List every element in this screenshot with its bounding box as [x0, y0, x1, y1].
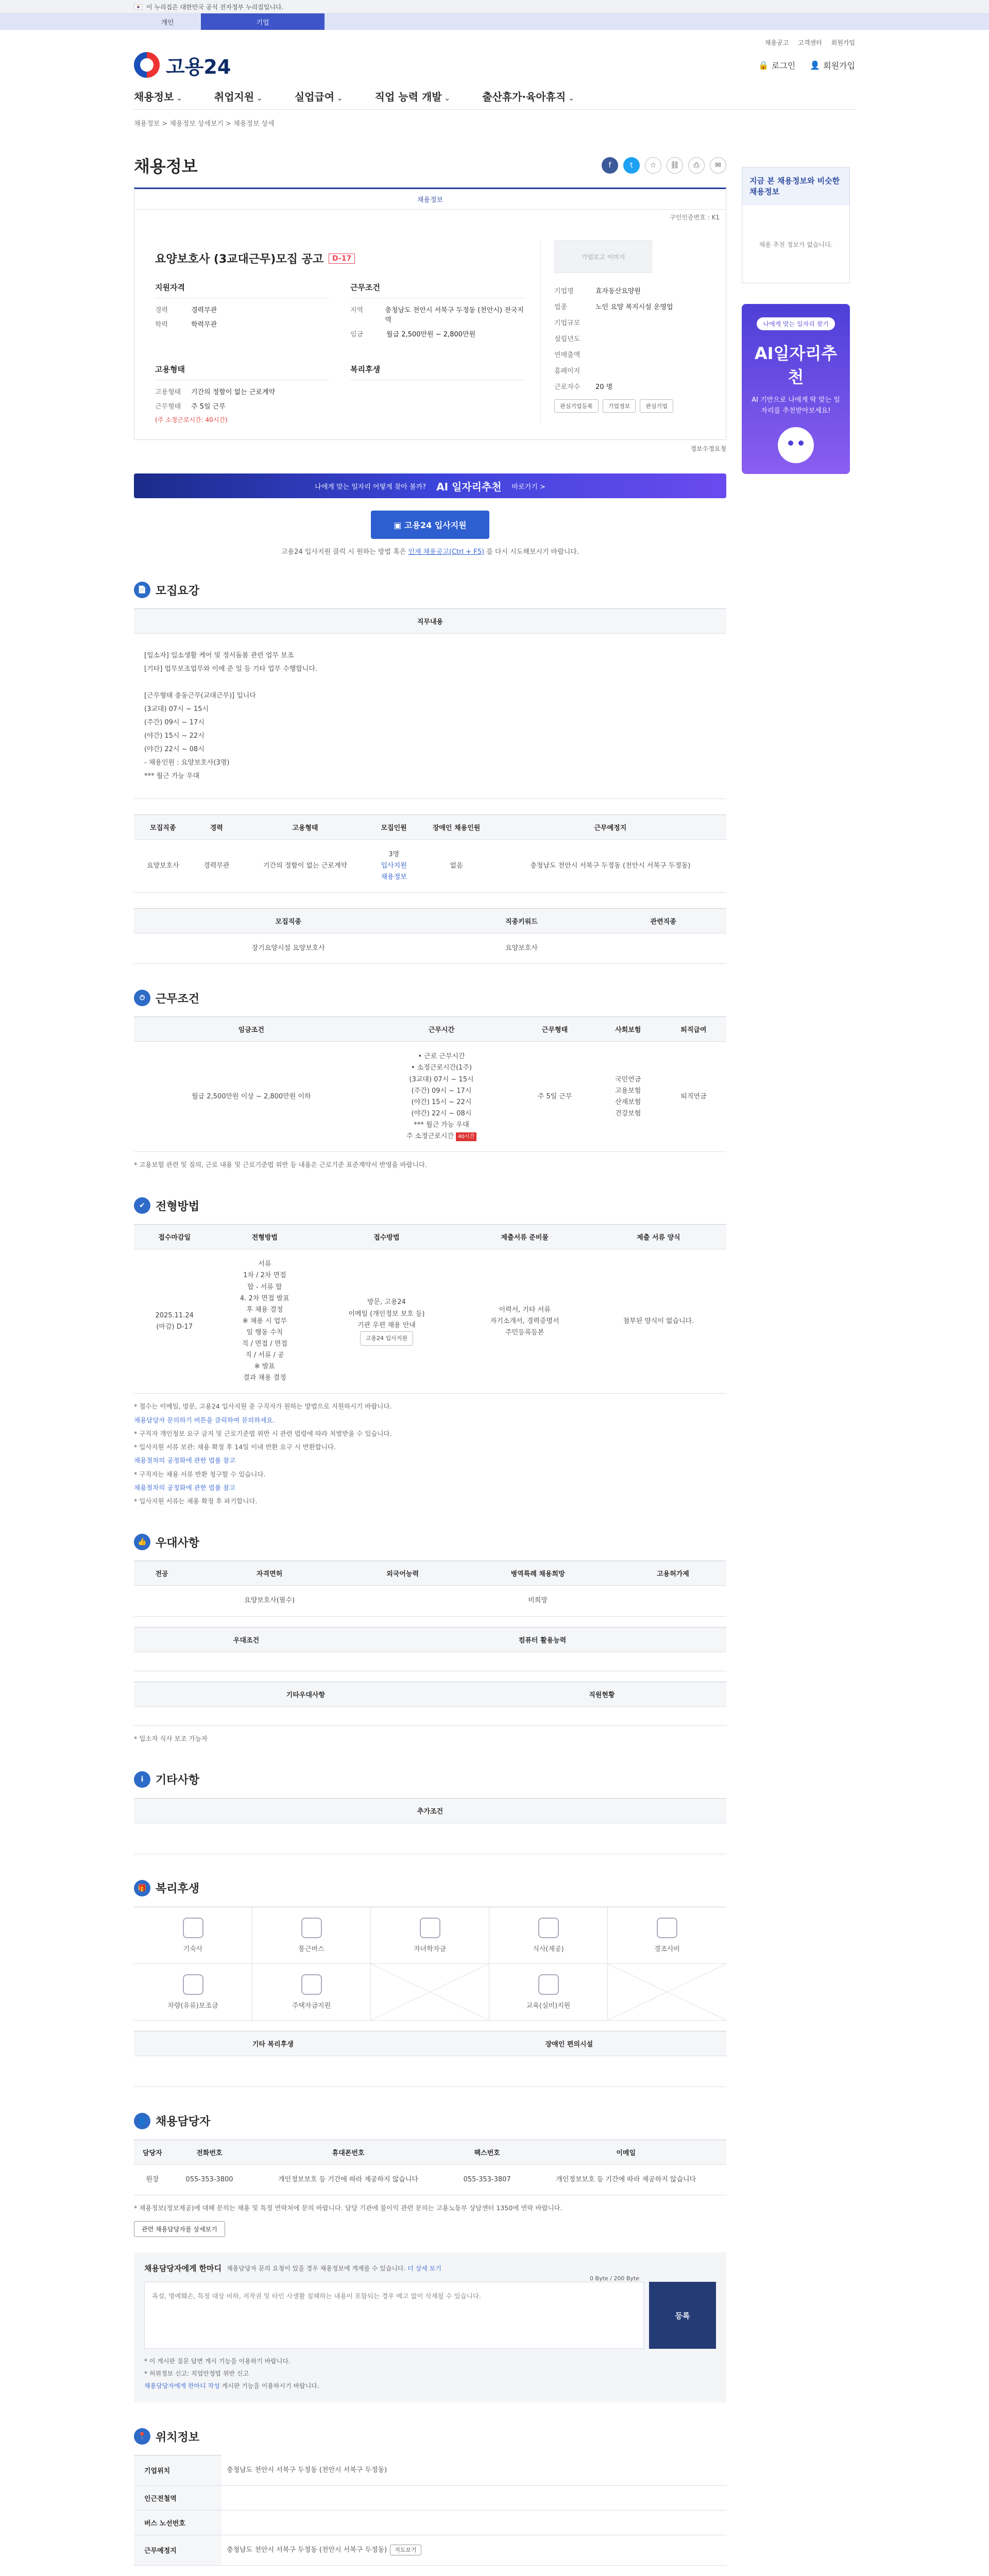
welfare-item [252, 1964, 371, 2021]
doc-line: 주민등록등본 [505, 1328, 544, 1336]
location-label: 버스 노선번호 [134, 2510, 221, 2535]
util-link[interactable]: 회원가입 [831, 39, 855, 46]
link-icon[interactable]: ⛓ [667, 157, 683, 174]
location-value [221, 2510, 726, 2535]
table-cell: 충청남도 천안시 서북구 두정동 (천안시 서북구 두정동) [494, 840, 726, 893]
company-row-value: 효자동산요양원 [595, 287, 641, 295]
process-note: 채용절차의 공정화에 관한 법률 참고 [134, 1483, 236, 1492]
table-cell [134, 1706, 478, 1725]
company-row-label: 연매출액 [554, 351, 581, 359]
gnb-item[interactable]: 실업급여 ⌄ [295, 89, 343, 104]
table-cell: 요양보호사 [442, 934, 600, 964]
contact-table [134, 2140, 726, 2195]
task-line: *** 월근 가능 우대 [144, 772, 200, 780]
method-line: 직 / 서류 / 공 [245, 1351, 284, 1360]
company-row-label: 업종 [554, 303, 568, 311]
section-summary: 📄 모집요강 직무내용 [입소자] 입소생활 케어 및 정서돌봄 관련 업무 보조 [기타] 업무보조업무와 이에 준 일 등 기타 업무 수행합니다. [근무형태 충동근무(교대근무)] 입니다 (3교대) 07시 ~ 15시 (주간) 09시 ~ 17시 (야간) 15시 ~ 22시 (야간) 22시 ~ 08시 - 채용인원 : 요양보호사(3명) *** 월근 가능 우대 모집직종 경력 고용형태 모집인원 장애인 채용인원 근무예정지 요양보호사 경력무관 기간의 정함이 없는 근로계약 3명 입사지원 채용정보 없음 충청남도 천안시 서북구 두정동 (천안시 서북구 두정동) 모집직종 직종키워드 관련직종 장기요양시설 요양보호사 요양보호사 [134, 582, 726, 964]
welfare-icon [183, 1974, 203, 1995]
hours-note-label: 주 소정근로시간 [406, 1132, 456, 1141]
company-row [554, 317, 705, 327]
apply-inline-button[interactable]: 고용24 입사지원 [360, 1331, 413, 1346]
column-header: 전화번호 [171, 2140, 248, 2164]
interest-company-button[interactable]: 관심기업 [640, 399, 673, 413]
column-header: 퇴직급여 [661, 1017, 726, 1042]
apply-way-line: 방문, 고용24 [367, 1298, 406, 1307]
column-header: 접수방법 [314, 1225, 458, 1249]
util-link[interactable]: 채용공고 [764, 39, 789, 46]
mode-tab-company[interactable]: 기업 [201, 13, 325, 30]
page-title: 채용정보 [134, 157, 198, 176]
process-note: * 접수는 이메일, 방문, 고용24 입사지원 중 구직자가 원하는 방법으로 지원하시기 바랍니다. [134, 1402, 392, 1411]
column-header: 모집직종 [134, 909, 442, 934]
util-link[interactable]: 고객센터 [798, 39, 822, 46]
apply-way-line: 기관 우편 채용 안내 [357, 1321, 416, 1329]
edit-request-link[interactable]: 정보수정요청 [690, 445, 726, 452]
location-label: 인근전철역 [134, 2485, 221, 2510]
section-etc: i 기타사항 추가조건 [134, 1771, 726, 1854]
company-info [540, 240, 705, 424]
conditions-note: * 고용보험 관련 및 질의, 근로 내용 및 근로기준법 위반 등 내용은 근로기준 표준계약서 반영을 바랍니다. [134, 1161, 427, 1169]
welfare-item [252, 1907, 371, 1964]
gnb-item[interactable]: 직업 능력 개발 ⌄ [375, 89, 450, 104]
table-cell [134, 1652, 359, 1671]
company-row-label: 홈페이지 [554, 367, 581, 375]
process-table [134, 1224, 726, 1394]
recruit-link[interactable]: 채용정보 [381, 873, 407, 882]
method-line: 합 - 서류 합 [247, 1283, 282, 1291]
insurance-item: 고용보험 [615, 1087, 641, 1095]
checklist-icon: ✔ [134, 1197, 150, 1214]
method-line: 4. 2차 면접 발표 [240, 1294, 289, 1302]
hours-cell [369, 1042, 515, 1152]
method-line: 후 채용 결정 [246, 1306, 283, 1314]
welfare-item [489, 1907, 608, 1964]
company-row-label: 기업명 [554, 287, 574, 295]
company-row [554, 365, 705, 375]
task-content [134, 634, 726, 799]
welfare-icon [420, 1918, 440, 1938]
preference-table [134, 1561, 726, 1616]
task-line [144, 676, 716, 689]
apply-way-cell [314, 1249, 458, 1394]
welfare-icon [183, 1918, 203, 1938]
welfare-label: 주택자금지원 [292, 2002, 331, 2010]
task-line: (3교대) 07시 ~ 15시 [144, 705, 209, 713]
user-icon: 👤 [810, 60, 821, 70]
location-row [134, 2510, 726, 2535]
location-row [134, 2535, 726, 2565]
column-header: 팩스번호 [449, 2140, 526, 2164]
more-link[interactable]: 더 상세 보기 [407, 2265, 441, 2273]
table-cell: 원장 [134, 2164, 171, 2195]
insurance-item: 건강보험 [615, 1109, 641, 1117]
robot-icon [778, 427, 814, 463]
welfare-grid [134, 1907, 726, 2021]
hours-line: (야간) 22시 ~ 08시 [411, 1109, 472, 1117]
company-row [554, 285, 705, 295]
map-pin-icon: 📍 [134, 2428, 150, 2445]
info-icon: i [134, 1771, 150, 1788]
company-row-value: 20 명 [595, 383, 613, 391]
facebook-icon[interactable]: f [602, 157, 618, 174]
dday-badge: D-17 [329, 253, 355, 264]
ai-side-banner[interactable]: 나에게 맞는 일자리 찾기 AI일자리추천 AI 기반으로 나에게 딱 맞는 일자리를 추천받아보세요! [742, 304, 850, 474]
map-button[interactable]: 지도보기 [390, 2545, 421, 2555]
table-cell: 055-353-3800 [171, 2164, 248, 2195]
method-line: 일 행동 수칙 [246, 1328, 283, 1336]
method-line: 직 / 면접 / 면접 [242, 1340, 287, 1348]
star-icon[interactable]: ☆ [645, 157, 661, 174]
column-header: 자격면허 [190, 1561, 349, 1586]
method-line: 서류 [258, 1260, 271, 1268]
welfare-label: 차량(유류)보조금 [167, 2002, 218, 2010]
task-line: [입소자] 입소생활 케어 및 정서돌봄 관련 업무 보조 [144, 652, 294, 659]
login-button[interactable]: 🔒 로그인 [758, 60, 796, 71]
preference-table-2 [134, 1627, 726, 1671]
apply-button[interactable]: ▣ 고용24 입사지원 [371, 511, 489, 539]
breadcrumb: 채용정보 > 채용정보 상세보기 > 채용정보 상세 [134, 120, 275, 128]
column-header: 근무시간 [369, 1017, 515, 1042]
shift-cell: 주 5일 근무 [514, 1042, 595, 1152]
hours-line: (주간) 09시 ~ 17시 [411, 1087, 472, 1095]
message-write-link[interactable]: 채용담당자에게 한마디 작성 [144, 2382, 220, 2390]
company-row [554, 333, 705, 343]
table-cell: 3명 입사지원 채용정보 [369, 840, 418, 893]
message-textarea[interactable]: 0 Byte / 200 Byte 욕설, 명예훼손, 특정 대상 비하, 저작권 및 타인 사생활 침해하는 내용이 포함되는 경우 예고 없이 삭제될 수 있습니다. [144, 2282, 644, 2349]
recruit-table [134, 815, 726, 893]
lock-icon: 🔒 [758, 60, 769, 70]
job-summary-card [134, 188, 726, 440]
preference-note: * 입소자 식사 보조 가능자 [134, 1734, 208, 1742]
section-conditions: ⏱ 근무조건 임금조건 근무시간 근무형태 사회보험 퇴직급여 월급 2,500만원 이상 ~ 2,800만원 이하 • 근로 근무시간 • 소정근로시간(1주) (3교대) 07시 ~ 15시 (주간) 09시 ~ 17시 (야간) 15시 ~ 22시 (야간) 22시 ~ 08시 *** 월근 가능 우대 주 소정근로시간 40시간 주 5일 근무 국민연금 고용보험 산재보험 건강보험 퇴직연금 * 고용보험 관련 및 질의, 근로 내용 및 근로기준법 위반 등 내용은 근로기준 표준계약서 반영을 바랍니다. [134, 990, 726, 1172]
email-icon[interactable]: ✉ [710, 157, 726, 174]
column-header: 고용허가제 [620, 1561, 726, 1586]
section-contact: 👤 채용담당자 담당자 전화번호 휴대폰번호 팩스번호 이메일 원장 055-353-3800 개인정보보호 등 기간에 따라 제공하지 않습니다 055-353-3807 개인정보보호 등 기간에 따라 제공하지 않습니다 * 채용정보(정보제공)에 대해 문의는 채용 및 특정 연락처에 문의 바랍니다. 담당 기관에 불이익 관련 문의는 고용노동부 상담센터 1350에 연락 바랍니다. 관련 채용담당자를 상세보기 채용담당자에게 한마디 채용담당자 문의 요청이 있을 경우 채용정보에 게재를 수 있습니다. 더 상세 보기 0 Byte / 200 Byte 욕설, 명예훼손, 특정 대상 비하, 저작권 및 타인 사생활 침해하는 내용이 포함되는 경우 예고 없이 삭제될 수 있습니다. 등록 * 이 게시판 질문 답변 게시 기능을 이용하기 바랍니다. * 허위정보 신고: 직업안정법 위반 신고 채용담당자에게 한마디 작성 게시판 기능을 이용하시기 바랍니다. [134, 2113, 726, 2402]
location-value: 충청남도 천안시 서북구 두정동 (천안시 서북구 두정동) 지도보기 [221, 2535, 726, 2565]
hours-badge: 40시간 [456, 1132, 476, 1141]
method-line: 결과 채용 결정 [243, 1374, 286, 1382]
hours-note [374, 1131, 509, 1142]
section-preference: 👍 우대사항 전공 자격면허 외국어능력 병역특례 채용희망 고용허가제 요양보호사(필수) 비희망 우대조건 컴퓨터 활용능력 기타우대사항 직원현황 * 입소자 식사 보조 가능자 [134, 1534, 726, 1745]
logo-icon [134, 52, 160, 78]
welfare-label: 경조사비 [654, 1945, 680, 1953]
column-header: 우대조건 [134, 1627, 359, 1652]
method-line: ※ 채용 시 업무 [242, 1317, 287, 1325]
welfare-item [134, 1964, 252, 2021]
table-cell: 개인정보보호 등 기간에 따라 제공하지 않습니다 [525, 2164, 726, 2195]
welfare-item [371, 1907, 489, 1964]
company-row [554, 301, 705, 311]
hours-line: • 근로 근무시간 [418, 1053, 465, 1061]
task-line: - 채용인원 : 요양보호사(3명) [144, 759, 230, 767]
table-cell: 055-353-3807 [449, 2164, 526, 2195]
task-line: (야간) 15시 ~ 22시 [144, 732, 204, 740]
docs-cell [458, 1249, 590, 1394]
column-header: 담당자 [134, 2140, 171, 2164]
gov-banner-text: 이 누리집은 대한민국 공식 전자정부 누리집입니다. [146, 3, 284, 11]
clock-icon: ⏱ [134, 990, 150, 1006]
company-row-label: 설립년도 [554, 335, 581, 343]
process-notes [134, 1400, 726, 1508]
column-header: 직종키워드 [442, 909, 600, 934]
retire-cell: 퇴직연금 [661, 1042, 726, 1152]
welfare-icon [657, 1918, 677, 1938]
location-row [134, 2455, 726, 2486]
process-note: * 구직자 개인정보 요구 금지 및 근로기준법 위반 시 관련 법령에 따라 처벌받을 수 있습니다. [134, 1429, 392, 1437]
table-cell [478, 1706, 726, 1725]
column-header: 컴퓨터 활용능력 [359, 1627, 726, 1652]
header-actions [758, 59, 855, 71]
column-header: 근무형태 [514, 1017, 595, 1042]
process-note: * 입사지원 서류 보관: 채용 확정 후 14일 이내 반환 요구 시 반환합니다. [134, 1443, 336, 1451]
table-cell: 비희망 [456, 1586, 620, 1616]
welfare-item [608, 1964, 726, 2021]
message-box: 채용담당자에게 한마디 채용담당자 문의 요청이 있을 경우 채용정보에 게재를 수 있습니다. 더 상세 보기 0 Byte / 200 Byte 욕설, 명예훼손, 특정 대상 비하, 저작권 및 타인 사생활 침해하는 내용이 포함되는 경우 예고 없이 삭제될 수 있습니다. 등록 * 이 게시판 질문 답변 게시 기능을 이용하기 바랍니다. * 허위정보 신고: 직업안정법 위반 신고 채용담당자에게 한마디 작성 게시판 기능을 이용하시기 바랍니다. [134, 2252, 726, 2402]
location-table [134, 2455, 726, 2566]
welfare-block: 복리후생 [350, 364, 525, 424]
hours-line: (3교대) 07시 ~ 15시 [409, 1075, 474, 1083]
task-line: (야간) 22시 ~ 08시 [144, 745, 204, 753]
thumbs-up-icon: 👍 [134, 1534, 150, 1550]
welfare-icon [301, 1918, 322, 1938]
column-header: 접수마감일 [134, 1225, 215, 1249]
insurance-cell [595, 1042, 661, 1152]
section-welfare: 🎁 복리후생 기숙사 통근버스 자녀학자금 식사(제공) 경조사비 차량(유류)보조금 주택자금지원 교육(실비)지원 기타 복리후생 장애인 편의시설 [134, 1880, 726, 2087]
table-cell: 요양보호사(필수) [190, 1586, 349, 1616]
print-icon[interactable]: ⎙ [688, 157, 705, 174]
location-label: 기업위치 [134, 2455, 221, 2486]
company-row [554, 381, 705, 391]
twitter-icon[interactable]: t [623, 157, 640, 174]
apply-way-line: 이메일 (개인정보 보호 등) [348, 1310, 425, 1318]
task-table: 직무내용 [입소자] 입소생활 케어 및 정서돌봄 관련 업무 보조 [기타] 업무보조업무와 이에 준 일 등 기타 업무 수행합니다. [근무형태 충동근무(교대근무)] 입니다 (3교대) 07시 ~ 15시 (주간) 09시 ~ 17시 (야간) 15시 ~ 22시 (야간) 22시 ~ 08시 - 채용인원 : 요양보호사(3명) *** 월근 가능 우대 [134, 608, 726, 799]
welfare-item [489, 1964, 608, 2021]
signup-button[interactable]: 👤 회원가입 [810, 60, 855, 71]
table-cell [620, 1586, 726, 1616]
column-header: 제출 서류 양식 [591, 1225, 726, 1249]
table-cell [600, 934, 726, 964]
location-value [221, 2485, 726, 2510]
table-cell: 장기요양시설 요양보호사 [134, 934, 442, 964]
process-note: * 구직자는 채용 서류 반환 청구할 수 있습니다. [134, 1470, 266, 1478]
table-cell: 기간의 정함이 없는 근로계약 [241, 840, 369, 893]
column-header: 모집직종 [134, 815, 192, 840]
qualification-block: 지원자격 경력 경력무관 학력 학력무관 [155, 282, 330, 343]
table-cell: 없음 [418, 840, 494, 893]
column-header: 병역특례 채용희망 [456, 1561, 620, 1586]
insurance-item: 국민연금 [615, 1075, 641, 1083]
conditions-table [134, 1016, 726, 1152]
task-line: [근무형태 충동근무(교대근무)] 입니다 [144, 692, 256, 700]
company-row-label: 근로자수 [554, 383, 581, 391]
table-cell [349, 1586, 456, 1616]
welfare-label: 식사(제공) [533, 1945, 564, 1953]
document-icon: 📄 [134, 582, 150, 598]
doc-line: 이력서, 기타 서류 [499, 1306, 551, 1314]
column-header: 제출서류 준비물 [458, 1225, 590, 1249]
site-logo[interactable] [134, 51, 231, 79]
recruit-link[interactable]: 입사지원 [381, 862, 407, 870]
column-header: 휴대폰번호 [248, 2140, 449, 2164]
gift-icon: 🎁 [134, 1880, 150, 1896]
mode-tab-personal[interactable]: 개인 [161, 19, 174, 27]
column-header: 경력 [192, 815, 241, 840]
section-process: ✔ 전형방법 접수마감일 전형방법 접수방법 제출서류 준비물 제출 서류 양식 2025.11.24 (마감) D-17 서류 1차 / 2차 면접 합 - 서류 합 4. 2차 면접 발표 후 채용 결정 ※ 채용 시 업무 일 행동 수칙 직 / 면접 / 면접 직 / 서류 / 공 ※ 발표 결과 채용 결정 방문, 고용24 이메일 (개인정보 보호 등) 기관 우편 채용 안내 고용24 입사지원 이력서, 기타 서류 자기소개서, 경력증명서 주민등록등본 첨부된 양식이 없습니다. * 접수는 이메일, 방문, 고용24 입사지원 중 구직자가 원하는 방법으로 지원하시기 바랍니다. 채용담당자 문의하기 버튼을 클릭하여 문의하세요. * 구직자 개인정보 요구 금지 및 근로기준법 위반 시 관련 법령에 따라 처벌받을 수 있습니다. * 입사지원 서류 보관: 채용 확정 후 14일 이내 반환 요구 시 반환합니다. 채용절차의 공정화에 관한 법률 참고 * 구직자는 채용 서류 반환 청구할 수 있습니다. 채용절차의 공정화에 관한 법률 참고 * 입사지원 서류는 채용 확정 후 파기합니다. [134, 1197, 726, 1508]
person-icon: 👤 [134, 2113, 150, 2129]
process-note: 채용절차의 공정화에 관한 법률 참고 [134, 1456, 236, 1465]
task-line: (주간) 09시 ~ 17시 [144, 719, 204, 726]
etc-table: 추가조건 [134, 1798, 726, 1854]
message-submit-button[interactable]: 등록 [649, 2282, 716, 2349]
apply-note: 고용24 입사지원 클릭 시 원하는 방법 혹은 인재 채용공고(Ctrl + F5) 를 다시 시도해보시기 바랍니다. [281, 548, 579, 556]
preference-table-3 [134, 1682, 726, 1726]
doc-line: 자기소개서, 경력증명서 [490, 1317, 559, 1325]
gnb-item[interactable]: 채용정보 ⌄ [134, 89, 182, 104]
sidebar [742, 136, 850, 2576]
welfare-item [134, 1907, 252, 1964]
company-logo: 기업로고 이미지 [554, 240, 652, 273]
company-row-label: 기업규모 [554, 319, 581, 327]
method-cell [215, 1249, 314, 1394]
gnb-item[interactable]: 출산휴가·육아휴직 ⌄ [482, 89, 574, 104]
deadline-cell: 2025.11.24 (마감) D-17 [134, 1249, 215, 1394]
location-value: 충청남도 천안시 서북구 두정동 (천안시 서북구 두정동) [221, 2455, 726, 2486]
hours-line: *** 월근 가능 우대 [414, 1121, 469, 1129]
gov-banner [0, 0, 989, 13]
welfare-icon [538, 1918, 559, 1938]
method-line: 1차 / 2차 면접 [243, 1272, 286, 1280]
conditions-block: 근무조건 지역 충청남도 천안시 서북구 두정동 (천안시) 전국지역 임금 월급 2,500만원 ~ 2,800만원 [350, 282, 525, 343]
pay-cell: 월급 2,500만원 이상 ~ 2,800만원 이하 [134, 1042, 369, 1152]
flag-icon [134, 4, 142, 10]
ctrl-f5-link[interactable]: 인재 채용공고(Ctrl + F5) [408, 548, 485, 556]
welfare-icon [301, 1974, 322, 1995]
column-header: 전형방법 [215, 1225, 314, 1249]
favorite-company-button[interactable]: 관심기업등록 [554, 399, 599, 413]
share-buttons [602, 157, 726, 174]
header [134, 47, 855, 83]
location-row [134, 2485, 726, 2510]
welfare-label: 교육(실비)지원 [526, 2002, 571, 2010]
contact-notes: * 채용정보(정보제공)에 대해 문의는 채용 및 특정 연락처에 문의 바랍니다. 담당 기관에 불이익 관련 문의는 고용노동부 상담센터 1350에 연락 바랍니다. [134, 2204, 562, 2212]
hours-note: (주 소정근로시간: 40시간) [155, 416, 228, 423]
method-line: ※ 발표 [254, 1363, 275, 1371]
column-header: 임금조건 [134, 1017, 369, 1042]
form-cell: 첨부된 양식이 없습니다. [591, 1249, 726, 1394]
global-nav [134, 83, 855, 110]
employment-block: 고용형태 고용형태 기간의 정함이 없는 근로계약 근무형태 주 5일 근무 (주 소정근로시간: 40시간) [155, 364, 330, 424]
table-cell: 경력무관 [192, 840, 241, 893]
column-header: 고용형태 [241, 815, 369, 840]
company-info-button[interactable]: 기업정보 [603, 399, 636, 413]
company-row [554, 349, 705, 359]
welfare-item [608, 1907, 726, 1964]
task-line: [기타] 업무보조업무와 이에 준 일 등 기타 업무 수행합니다. [144, 665, 318, 673]
tab-job-info[interactable]: 채용정보 [134, 189, 726, 210]
site-name: 고용24 [166, 55, 231, 78]
hours-line: • 소정근로시간(1주) [411, 1064, 472, 1072]
column-header: 외국어능력 [349, 1561, 456, 1586]
location-label: 근무예정지 [134, 2535, 221, 2565]
utility-links [134, 30, 855, 47]
welfare-icon [538, 1974, 559, 1995]
table-cell: 개인정보보호 등 기간에 따라 제공하지 않습니다 [248, 2164, 449, 2195]
table-cell [359, 1652, 726, 1671]
company-row-value: 노인 요양 복지시설 운영업 [595, 303, 673, 311]
main-content [134, 136, 726, 2576]
welfare-label: 자녀학자금 [414, 1945, 446, 1953]
column-header: 장애인 채용인원 [418, 815, 494, 840]
welfare-label: 통근버스 [298, 1945, 325, 1953]
column-header: 관련직종 [600, 909, 726, 934]
column-header: 전공 [134, 1561, 190, 1586]
hours-line: (야간) 15시 ~ 22시 [411, 1098, 472, 1106]
process-note: * 입사지원 서류는 채용 확정 후 파기합니다. [134, 1497, 258, 1505]
column-header: 이메일 [525, 2140, 726, 2164]
welfare-table: 기타 복리후생 장애인 편의시설 [134, 2031, 726, 2087]
ai-recommend-banner[interactable]: 나에게 맞는 일자리 어떻게 찾아 볼까? AI 일자리추천 바로가기 > [134, 473, 726, 498]
job-category-table [134, 908, 726, 964]
welfare-item [371, 1964, 489, 2021]
table-cell [134, 1586, 190, 1616]
process-note: 채용담당자 문의하기 버튼을 클릭하여 문의하세요. [134, 1416, 275, 1424]
similar-jobs-box: 지금 본 채용정보와 비슷한 채용정보 채용 추천 정보가 없습니다. [742, 167, 850, 283]
column-header: 근무예정지 [494, 815, 726, 840]
section-location: 📍 위치정보 기업위치 충청남도 천안시 서북구 두정동 (천안시 서북구 두정동) 인근전철역 버스 노선번호 근무예정지 충청남도 천안시 서북구 두정동 (천안시 서북구 두정동) 지도보기 [134, 2428, 726, 2566]
contact-detail-button[interactable]: 관련 채용담당자를 상세보기 [134, 2221, 225, 2237]
table-cell: 요양보호사 [134, 840, 192, 893]
column-header: 기타우대사항 [134, 1682, 478, 1706]
job-id: 구인인증번호 : K1 [670, 214, 720, 221]
welfare-label: 기숙사 [183, 1945, 203, 1953]
column-header: 사회보험 [595, 1017, 661, 1042]
column-header: 모집인원 [369, 815, 418, 840]
column-header: 직원현황 [478, 1682, 726, 1706]
mode-bar [0, 13, 989, 30]
byte-counter: 0 Byte / 200 Byte [590, 2275, 639, 2282]
job-title: 요양보호사 (3교대근무)모집 공고 D-17 [155, 250, 525, 266]
gnb-item[interactable]: 취업지원 ⌄ [214, 89, 263, 104]
insurance-item: 산재보험 [615, 1098, 641, 1106]
